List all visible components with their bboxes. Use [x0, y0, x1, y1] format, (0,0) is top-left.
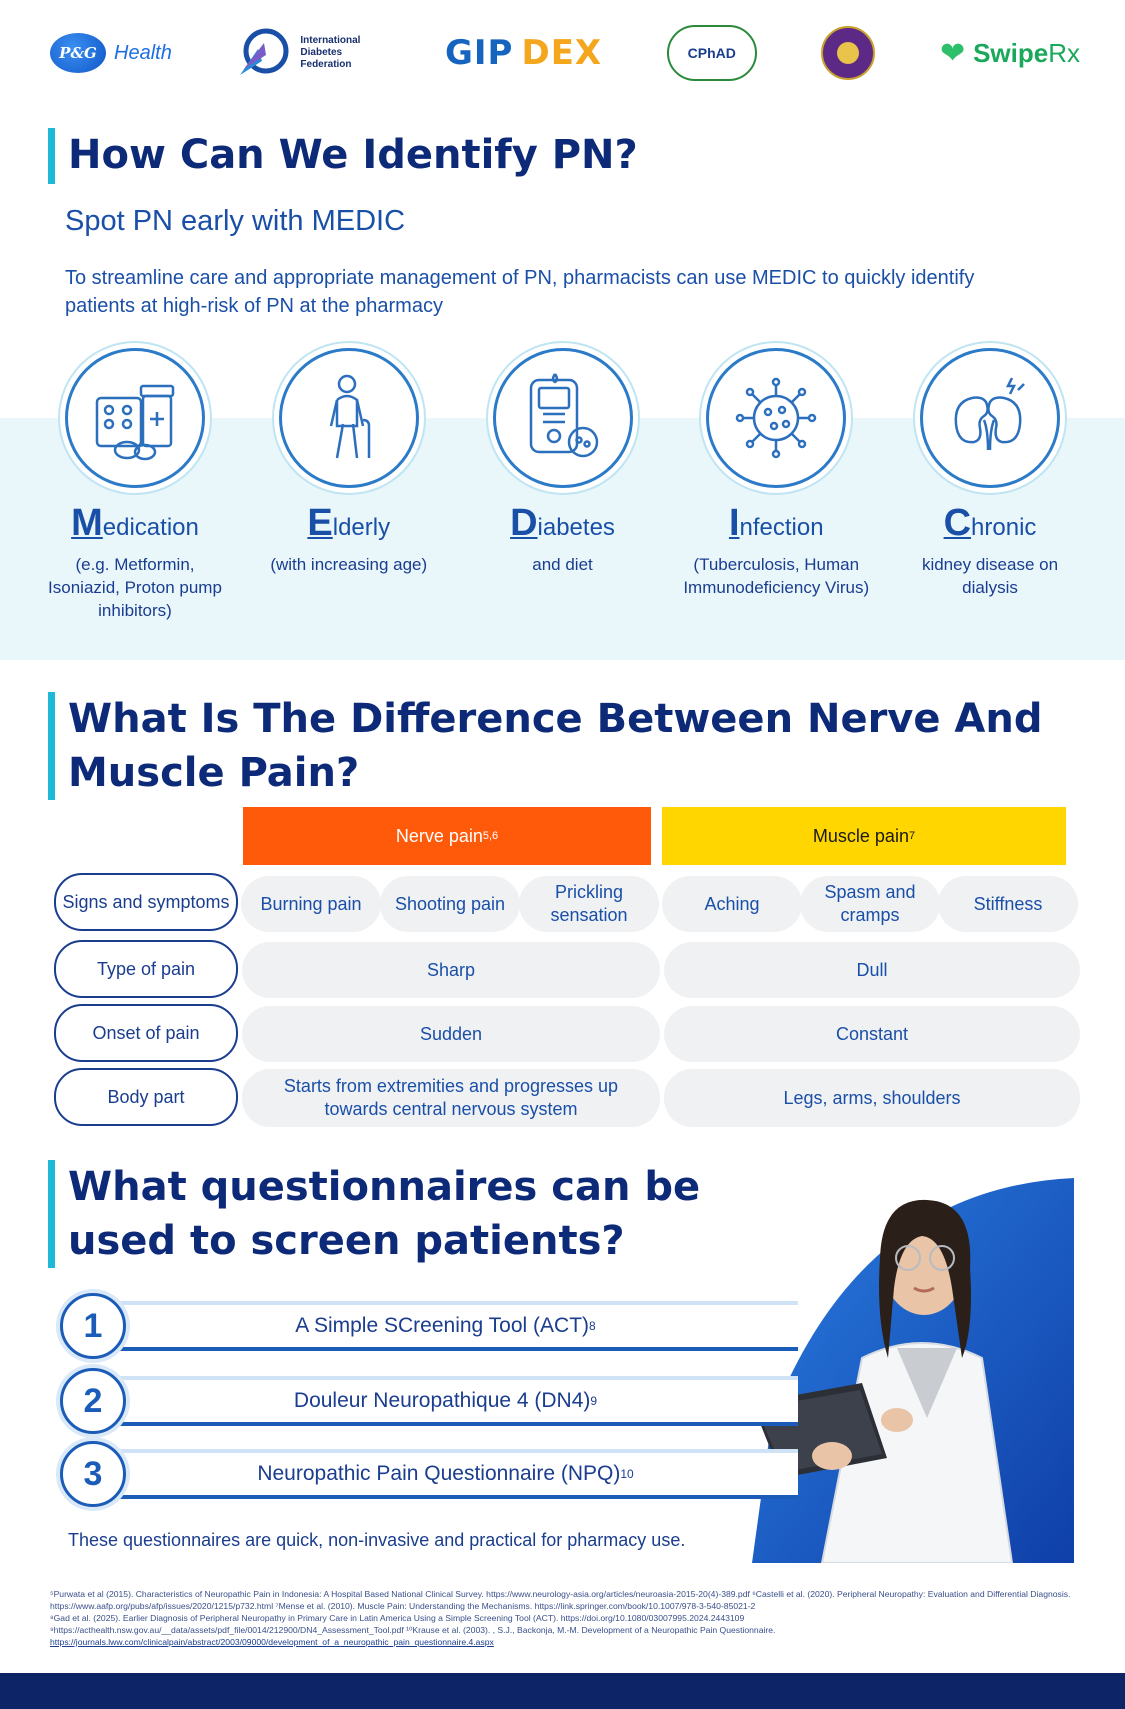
medic-item-chronic — [895, 348, 1085, 638]
medic-item-infection — [681, 348, 871, 638]
medic-rest-d: iabetes — [537, 514, 615, 541]
swiperx-part1: Swipe — [973, 37, 1049, 68]
medic-desc-medication: (e.g. Metformin, Isoniazid, Proton pump inhibitors) — [48, 555, 222, 620]
nerve-pain-header — [243, 807, 651, 865]
cell-burning-pain: Burning pain — [241, 876, 381, 932]
muscle-pain-header — [662, 807, 1066, 865]
medic-letter-c: C — [943, 502, 972, 544]
medic-desc-chronic: kidney disease on dialysis — [921, 555, 1059, 597]
row-label-body-part: Body part — [54, 1068, 238, 1126]
medic-letter-d: D — [510, 502, 538, 544]
row-label-type: Type of pain — [54, 940, 238, 998]
swiperx-part2: Rx — [1048, 37, 1080, 68]
nerve-pain-sup: 5,6 — [482, 830, 499, 842]
questionnaire-number-2: 2 — [60, 1368, 126, 1434]
reference-line-2: ⁸Gad et al. (2025). Earlier Diagnosis of Peripheral Neuropathy in Primary Care in Latin America Using a Simple Screening Tool (ACT). https://doi.org/10.1080/03007995.2024.2443109 — [50, 1613, 745, 1623]
questionnaire-item-act — [60, 1293, 800, 1359]
footer-bar — [0, 1673, 1125, 1709]
questionnaire-text-act: A Simple SCreening Tool (ACT) — [295, 1314, 590, 1337]
cell-sudden: Sudden — [242, 1006, 660, 1062]
nerve-muscle-title: What Is The Difference Between Nerve And Muscle Pain? — [48, 692, 1058, 800]
questionnaire-text-dn4: Douleur Neuropathique 4 (DN4) — [293, 1389, 591, 1412]
cell-stiffness: Stiffness — [938, 876, 1078, 932]
nerve-pain-header-label: Nerve pain — [395, 825, 483, 846]
pharmacy-association-seal — [821, 23, 875, 83]
medic-item-medication — [40, 348, 230, 638]
questionnaire-sup-10: 10 — [620, 1467, 634, 1481]
virus-icon — [706, 348, 846, 488]
cell-legs-arms: Legs, arms, shoulders — [664, 1069, 1080, 1127]
medic-rest-e: lderly — [332, 514, 391, 541]
pills-icon — [65, 348, 205, 488]
seal-icon — [821, 26, 875, 80]
identify-pn-title: How Can We Identify PN? — [48, 128, 638, 184]
cell-spasm-cramps: Spasm and cramps — [800, 876, 940, 932]
idf-line3: Federation — [300, 59, 352, 70]
idf-logo — [236, 23, 380, 83]
cell-aching: Aching — [662, 876, 802, 932]
idf-bird-icon — [236, 25, 292, 81]
questionnaire-item-npq — [60, 1441, 800, 1507]
heart-icon: ❤ — [939, 36, 966, 70]
cphad-logo — [667, 23, 757, 83]
idf-line2: Diabetes — [300, 47, 343, 58]
kidney-icon — [920, 348, 1060, 488]
questionnaires-title: What questionnaires can be used to screen patients? — [48, 1160, 788, 1268]
medic-desc-infection: (Tuberculosis, Human Immunodeficiency Virus) — [683, 555, 870, 597]
row-label-onset: Onset of pain — [54, 1004, 238, 1062]
medic-rest-m: edication — [102, 514, 199, 541]
questionnaire-sup-9: 9 — [590, 1394, 598, 1408]
cell-prickling-sensation: Prickling sensation — [519, 876, 659, 932]
cell-sharp: Sharp — [242, 942, 660, 998]
questionnaire-number-1: 1 — [60, 1293, 126, 1359]
reference-line-4[interactable]: https://journals.lww.com/clinicalpain/abstract/2003/09000/development_of_a_neuropathic_pain_questionnaire.4.aspx — [50, 1637, 494, 1647]
medic-letter-i: I — [728, 502, 740, 544]
medic-desc-elderly: (with increasing age) — [270, 555, 428, 574]
cell-constant: Constant — [664, 1006, 1080, 1062]
medic-letter-e: E — [307, 502, 333, 544]
cell-dull: Dull — [664, 942, 1080, 998]
pg-logo-word: Health — [114, 41, 172, 64]
questionnaire-note: These questionnaires are quick, non-invasive and practical for pharmacy use. — [68, 1530, 686, 1550]
partner-logos — [50, 18, 1080, 88]
muscle-pain-sup: 7 — [908, 830, 916, 842]
glucometer-icon — [493, 348, 633, 488]
elderly-icon — [279, 348, 419, 488]
gipdex-part2: DEX — [521, 33, 603, 73]
questionnaire-text-npq: Neuropathic Pain Questionnaire (NPQ) — [257, 1462, 621, 1485]
questionnaire-sup-8: 8 — [589, 1319, 596, 1333]
references — [50, 1588, 1090, 1648]
row-label-signs: Signs and symptoms — [54, 873, 238, 931]
idf-line1: International — [300, 35, 361, 46]
medic-subtitle: Spot PN early with MEDIC — [65, 205, 406, 237]
gipdex-part1: GIP — [445, 33, 514, 73]
medic-item-diabetes — [468, 348, 658, 638]
reference-line-3: ⁹https://acthealth.nsw.gov.au/__data/assets/pdf_file/0014/212900/DN4_Assessment_Tool.pdf ¹⁰Krause et al. (2003). , S.J., Backonja, M.-M. Development of a Neuropathic Pain Questionnaire. — [50, 1625, 776, 1635]
medic-rest-i: nfection — [739, 514, 824, 541]
reference-line-1: ⁵Purwata et al (2015). Characteristics of Neuropathic Pain in Indonesia: A Hospital Based National Clinical Survey. https://www.neurology-asia.org/articles/neuroasia-2015-20(4)-389.pdf ⁶Castelli et al. (2020). Peripheral Neuropathy: Evaluation and Differential Diagnosis. https://www.aafp.org/pubs/afp/issues/2020/1215/p732.html ⁷Mense et al. (2010). Muscle Pain: Understanding the Mechanisms. https://link.springer.com/book/10.1007/978-3-540-85021-2 — [50, 1589, 1071, 1611]
cphad-logo-text: CPhAD — [667, 25, 757, 81]
medic-desc-diabetes: and diet — [532, 555, 593, 574]
muscle-pain-header-label: Muscle pain — [812, 825, 909, 846]
pg-logo-mark: P&G — [50, 33, 106, 73]
medic-intro: To streamline care and appropriate management of PN, pharmacists can use MEDIC to quickly identify patients at high-risk of PN at the pharmacy — [65, 267, 975, 317]
cell-shooting-pain: Shooting pain — [380, 876, 520, 932]
medic-letter-m: M — [71, 502, 103, 544]
questionnaire-number-3: 3 — [60, 1441, 126, 1507]
medic-item-elderly — [254, 348, 444, 638]
gipdex-logo — [445, 23, 602, 83]
medic-list — [40, 348, 1085, 638]
questionnaire-item-dn4 — [60, 1368, 800, 1434]
swiperx-logo — [940, 23, 1080, 83]
cell-extremities: Starts from extremities and progresses up towards central nervous system — [242, 1069, 660, 1127]
medic-rest-c: hronic — [971, 514, 1037, 541]
pg-health-logo — [50, 23, 172, 83]
